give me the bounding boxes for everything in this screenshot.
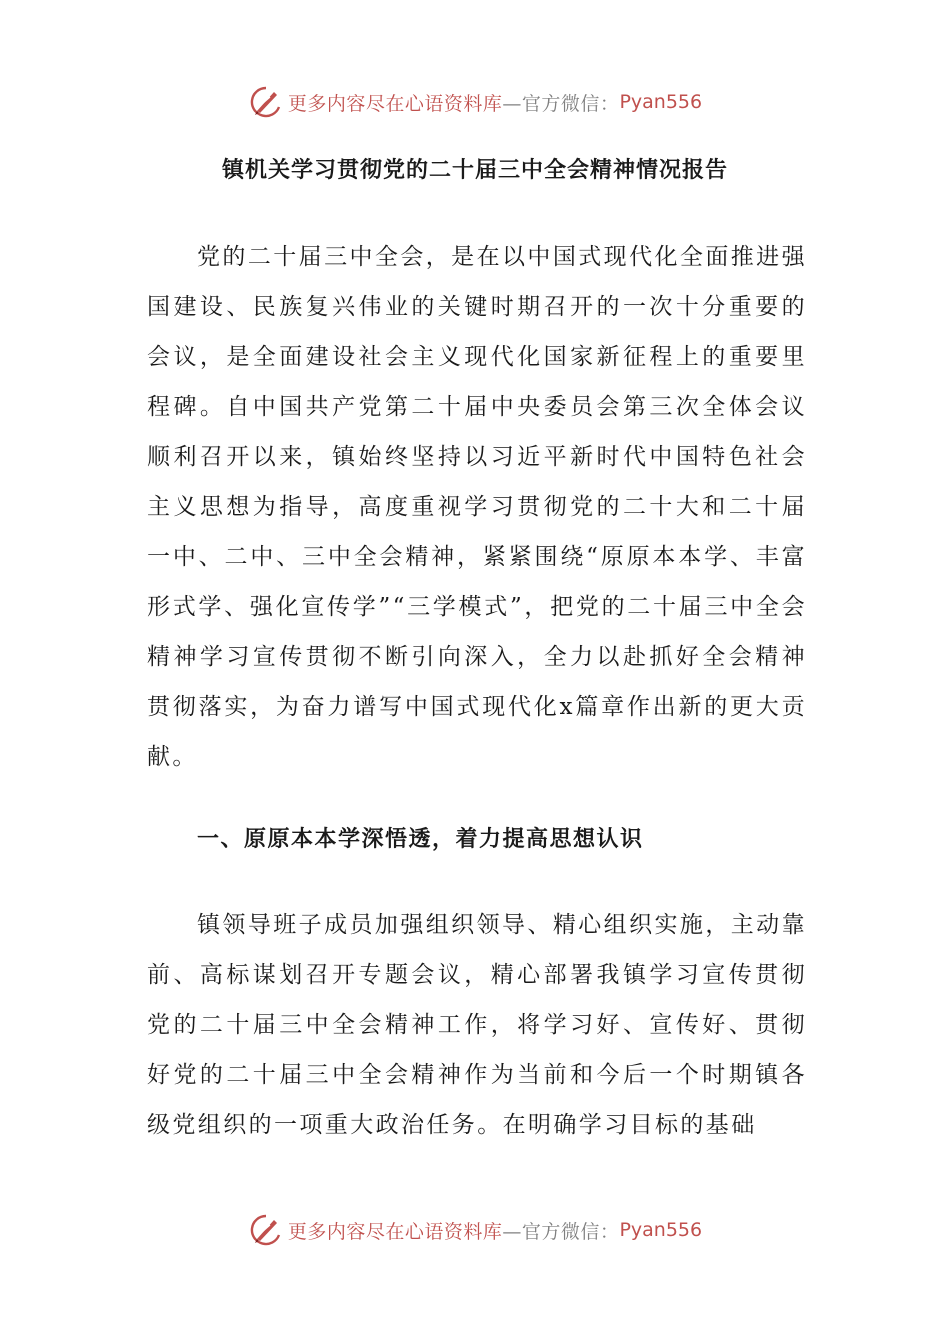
- banner-site-name: 更多内容尽在心语资料库: [287, 1220, 503, 1243]
- banner-wechat-id: Pyan556: [619, 1219, 703, 1241]
- section-heading-1: 一、原原本本学深悟透，着力提高思想认识: [197, 826, 644, 852]
- header-banner: [0, 82, 950, 122]
- banner-site-name: 更多内容尽在心语资料库: [287, 92, 503, 115]
- quill-pen-circle-icon: [248, 1212, 284, 1248]
- banner-wechat-id: Pyan556: [619, 91, 703, 113]
- paragraph-section-1: 镇领导班子成员加强组织领导、精心组织实施，主动靠前、高标谋划召开专题会议，精心部署我镇学习宣传贯彻党的二十届三中全会精神工作，将学习好、宣传好、贯彻好党的二十届三中全会精神作为当前和今后一个时期镇各级党组织的一项重大政治任务。在明确学习目标的基础: [147, 912, 807, 1138]
- banner-wechat-label: —官方微信：: [502, 1220, 620, 1243]
- footer-banner: [0, 1210, 950, 1250]
- paragraph-intro: 党的二十届三中全会，是在以中国式现代化全面推进强国建设、民族复兴伟业的关键时期召开的一次十分重要的会议，是全面建设社会主义现代化国家新征程上的重要里程碑。自中国共产党第二十届中央委员会第三次全体会议顺利召开以来，镇始终坚持以习近平新时代中国特色社会主义思想为指导，高度重视学习贯彻党的二十大和二十届一中、二中、三中全会精神，紧紧围绕“原原本本学、丰富形式学、强化宣传学”“三学模式”，把党的二十届三中全会精神学习宣传贯彻不断引向深入，全力以赴抓好全会精神贯彻落实，为奋力谱写中国式现代化x篇章作出新的更大贡献。: [147, 244, 807, 770]
- banner-wechat-label: —官方微信：: [502, 92, 620, 115]
- document-title: 镇机关学习贯彻党的二十届三中全会精神情况报告: [221, 157, 728, 183]
- quill-pen-circle-icon: [248, 84, 284, 120]
